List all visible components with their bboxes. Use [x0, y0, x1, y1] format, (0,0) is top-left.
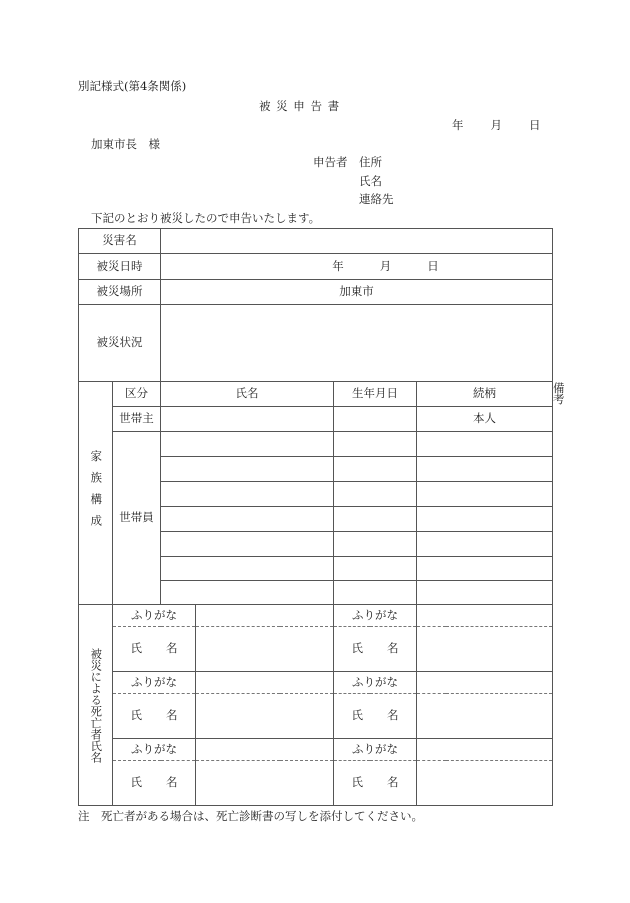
disaster-place-field[interactable]: 加東市	[161, 280, 553, 305]
disaster-year-label: 年	[332, 258, 344, 273]
name-label: 氏 名	[334, 761, 417, 806]
deceased-furigana-row	[79, 605, 553, 627]
disaster-date-field[interactable]	[161, 254, 553, 280]
member-row	[79, 432, 553, 457]
disaster-month-label: 月	[379, 258, 392, 273]
member-birthdate-field[interactable]	[334, 432, 417, 457]
family-header-name: 氏名	[161, 382, 334, 407]
applicant-name-label: 氏名	[359, 174, 382, 188]
page-title: 被 災 申 告 書	[259, 99, 341, 113]
member-relation-field[interactable]	[417, 482, 553, 507]
family-section-label: 家族構成	[79, 382, 113, 605]
disaster-day-label: 日	[427, 258, 439, 273]
disaster-name-label: 災害名	[79, 229, 161, 254]
deceased-name-row	[79, 627, 553, 672]
member-birthdate-field[interactable]	[334, 457, 417, 482]
member-relation-field[interactable]	[417, 557, 553, 581]
header-day-label: 日	[529, 118, 541, 132]
form-reference: 別記様式(第4条関係)	[78, 79, 187, 93]
deceased-name-field-right[interactable]	[417, 694, 553, 739]
member-name-field[interactable]	[161, 507, 334, 532]
disaster-name-row	[79, 229, 553, 254]
disaster-status-field[interactable]	[161, 305, 553, 382]
family-header-relation: 続柄	[417, 382, 553, 407]
member-name-field[interactable]	[161, 581, 334, 605]
household-members-label: 世帯員	[113, 432, 161, 605]
deceased-furigana-field-right[interactable]	[417, 739, 553, 761]
member-birthdate-field[interactable]	[334, 507, 417, 532]
applicant-label: 申告者	[313, 155, 348, 169]
disaster-place-row	[79, 280, 553, 305]
disaster-place-label: 被災場所	[79, 280, 161, 305]
furigana-label: ふりがな	[113, 672, 196, 694]
name-label: 氏 名	[334, 627, 417, 672]
deceased-furigana-field-left[interactable]	[196, 672, 334, 694]
name-label: 氏 名	[113, 761, 196, 806]
family-header-birthdate: 生年月日	[334, 382, 417, 407]
deceased-furigana-field-right[interactable]	[417, 672, 553, 694]
report-form-table	[78, 228, 565, 806]
member-birthdate-field[interactable]	[334, 557, 417, 581]
furigana-label: ふりがな	[113, 739, 196, 761]
applicant-address-label: 住所	[359, 155, 382, 169]
member-relation-field[interactable]	[417, 507, 553, 532]
member-name-field[interactable]	[161, 432, 334, 457]
name-label: 氏 名	[113, 627, 196, 672]
disaster-status-row	[79, 305, 553, 382]
name-label: 氏 名	[113, 694, 196, 739]
furigana-label: ふりがな	[113, 605, 196, 627]
header-year-label: 年	[452, 118, 464, 132]
family-header-row: 家族構成 区分 氏名 生年月日 続柄 備考	[79, 382, 553, 407]
header-month-label: 月	[490, 118, 502, 132]
disaster-name-field[interactable]	[161, 229, 553, 254]
member-relation-field[interactable]	[417, 457, 553, 482]
furigana-label: ふりがな	[334, 739, 417, 761]
disaster-date-label: 被災日時	[79, 254, 161, 280]
deceased-name-field-right[interactable]	[417, 627, 553, 672]
deceased-name-row	[79, 761, 553, 806]
member-relation-field[interactable]	[417, 532, 553, 557]
deceased-name-field-left[interactable]	[196, 627, 334, 672]
deceased-name-row	[79, 694, 553, 739]
deceased-furigana-field-left[interactable]	[196, 605, 334, 627]
deceased-section-label: 被災による死亡者氏名	[79, 605, 113, 806]
addressee: 加東市長 様	[91, 137, 160, 151]
member-birthdate-field[interactable]	[334, 482, 417, 507]
furigana-label: ふりがな	[334, 605, 417, 627]
footnote: 注 死亡者がある場合は、死亡診断書の写しを添付してください。	[78, 809, 423, 823]
furigana-label: ふりがな	[334, 672, 417, 694]
deceased-furigana-field-left[interactable]	[196, 739, 334, 761]
applicant-contact-label: 連絡先	[359, 192, 394, 206]
member-name-field[interactable]	[161, 457, 334, 482]
member-name-field[interactable]	[161, 532, 334, 557]
deceased-name-field-left[interactable]	[196, 761, 334, 806]
family-header-category: 区分	[113, 382, 161, 407]
member-birthdate-field[interactable]	[334, 581, 417, 605]
disaster-date-row	[79, 254, 553, 280]
deceased-name-field-left[interactable]	[196, 694, 334, 739]
member-relation-field[interactable]	[417, 432, 553, 457]
deceased-furigana-row	[79, 739, 553, 761]
member-name-field[interactable]	[161, 482, 334, 507]
member-name-field[interactable]	[161, 557, 334, 581]
household-head-birthdate-field[interactable]	[334, 407, 417, 432]
header-date	[452, 120, 541, 132]
deceased-name-field-right[interactable]	[417, 761, 553, 806]
deceased-furigana-field-right[interactable]	[417, 605, 553, 627]
household-head-label: 世帯主	[113, 407, 161, 432]
member-relation-field[interactable]	[417, 581, 553, 605]
household-head-relation: 本人	[417, 407, 553, 432]
intro-text: 下記のとおり被災したので申告いたします。	[91, 211, 321, 225]
household-head-name-field[interactable]	[161, 407, 334, 432]
name-label: 氏 名	[334, 694, 417, 739]
household-head-row	[79, 407, 553, 432]
member-birthdate-field[interactable]	[334, 532, 417, 557]
deceased-furigana-row	[79, 672, 553, 694]
disaster-status-label: 被災状況	[79, 305, 161, 382]
